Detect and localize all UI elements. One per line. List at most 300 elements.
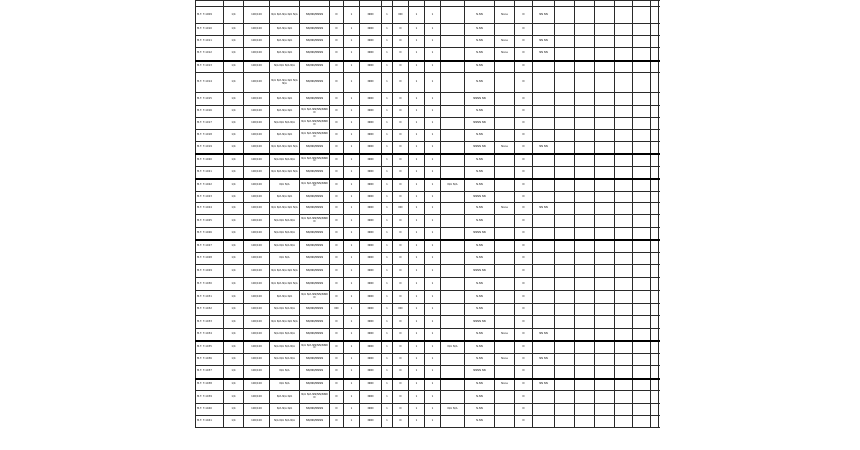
cell-b[interactable]: 1	[344, 366, 360, 379]
cell-date[interactable]: NN/NN/NNNN	[300, 304, 330, 316]
cell-b[interactable]: 1	[344, 240, 360, 253]
cell-ratio[interactable]: 100/100	[244, 240, 270, 253]
cell-a[interactable]: N	[330, 106, 344, 118]
cell-x5[interactable]	[633, 404, 651, 416]
cell-x1[interactable]	[555, 73, 575, 93]
cell-x1[interactable]	[555, 416, 575, 428]
cell-x6[interactable]	[651, 36, 659, 48]
cell-value[interactable]: NNNN NN	[465, 228, 495, 240]
cell-x1[interactable]	[555, 304, 575, 316]
cell-ratio[interactable]: 100/100	[244, 329, 270, 341]
cell-x7[interactable]	[659, 316, 661, 329]
cell-f[interactable]: 1	[409, 61, 425, 73]
cell-flag[interactable]	[495, 304, 515, 316]
cell-x6[interactable]	[651, 329, 659, 341]
cell-count[interactable]: N	[515, 329, 533, 341]
cell-x2[interactable]	[575, 291, 595, 304]
cell-c[interactable]: NNN	[360, 341, 382, 354]
cell-e[interactable]: N	[393, 416, 409, 428]
cell-value[interactable]: N.NN	[465, 416, 495, 428]
cell-e[interactable]: NN	[393, 7, 409, 24]
cell-desc[interactable]: N/A N/A N/A	[270, 36, 300, 48]
cell-date[interactable]: N/A N/A NN/NN/NNNN	[300, 391, 330, 404]
cell-note[interactable]	[441, 391, 465, 404]
cell-qty[interactable]: 1/4	[224, 203, 244, 215]
cell-qty[interactable]: 1/4	[224, 130, 244, 142]
cell-x5[interactable]	[633, 391, 651, 404]
cell-f[interactable]: 1	[409, 228, 425, 240]
cell-x4[interactable]	[615, 391, 633, 404]
cell-x3[interactable]	[595, 278, 615, 291]
cell-flag[interactable]: None	[495, 142, 515, 154]
cell-note[interactable]	[441, 240, 465, 253]
cell-ratio[interactable]: 100/100	[244, 36, 270, 48]
cell-desc[interactable]: N/A N/A N/A N/A N/A	[270, 7, 300, 24]
cell-desc[interactable]: N/A N/A N/A N/A N/A	[270, 203, 300, 215]
cell-note[interactable]	[441, 154, 465, 167]
cell-value[interactable]: NNNN NN	[465, 142, 495, 154]
cell-tag[interactable]	[533, 265, 555, 278]
cell-tag[interactable]	[533, 61, 555, 73]
cell-e[interactable]: N	[393, 278, 409, 291]
cell-count[interactable]: N	[515, 404, 533, 416]
cell-date[interactable]: NN/NN/NNNN	[300, 48, 330, 61]
cell-x7[interactable]	[659, 36, 661, 48]
cell-x5[interactable]	[633, 7, 651, 24]
cell-x5[interactable]	[633, 366, 651, 379]
cell-x1[interactable]	[555, 215, 575, 228]
cell-x1[interactable]	[555, 7, 575, 24]
cell-x7[interactable]	[659, 142, 661, 154]
cell-g[interactable]: 1	[425, 179, 441, 192]
cell-a[interactable]: N	[330, 291, 344, 304]
cell-qty[interactable]: 1/4	[224, 253, 244, 265]
cell-x2[interactable]	[575, 329, 595, 341]
cell-date[interactable]: NN/NN/NNNN	[300, 240, 330, 253]
cell-desc[interactable]: N/A N/A N/A N/A	[270, 215, 300, 228]
cell-f[interactable]: 1	[409, 36, 425, 48]
cell-x5[interactable]	[633, 291, 651, 304]
cell-f[interactable]: 1	[409, 48, 425, 61]
cell-e[interactable]: N	[393, 118, 409, 130]
cell-x5[interactable]	[633, 354, 651, 366]
cell-x6[interactable]	[651, 154, 659, 167]
cell-flag[interactable]: None	[495, 203, 515, 215]
cell-x2[interactable]	[575, 24, 595, 36]
cell-value[interactable]: N.NN	[465, 61, 495, 73]
cell-c[interactable]: NNN	[360, 118, 382, 130]
cell-date[interactable]: NN/NN/NNNN	[300, 253, 330, 265]
cell-id[interactable]: M.T. T-1014	[196, 73, 224, 93]
cell-tag[interactable]: NN NN	[533, 379, 555, 391]
cell-note[interactable]	[441, 354, 465, 366]
cell-a[interactable]: N	[330, 404, 344, 416]
cell-x2[interactable]	[575, 240, 595, 253]
cell-b[interactable]: 1	[344, 278, 360, 291]
spreadsheet[interactable]	[195, 0, 660, 450]
cell-x2[interactable]	[575, 73, 595, 93]
cell-f[interactable]: 1	[409, 7, 425, 24]
cell-ratio[interactable]: 100/100	[244, 316, 270, 329]
cell-x7[interactable]	[659, 379, 661, 391]
cell-tag[interactable]	[533, 416, 555, 428]
cell-tag[interactable]	[533, 341, 555, 354]
cell-flag[interactable]	[495, 278, 515, 291]
cell-note[interactable]	[441, 416, 465, 428]
cell-x7[interactable]	[659, 354, 661, 366]
cell-g[interactable]: 1	[425, 366, 441, 379]
cell-d[interactable]: 1	[382, 154, 393, 167]
cell-x4[interactable]	[615, 7, 633, 24]
cell-x6[interactable]	[651, 391, 659, 404]
cell-qty[interactable]: 1/4	[224, 228, 244, 240]
cell-a[interactable]: N	[330, 341, 344, 354]
cell-x6[interactable]	[651, 228, 659, 240]
cell-g[interactable]: 1	[425, 130, 441, 142]
cell-qty[interactable]: 1/4	[224, 354, 244, 366]
cell-flag[interactable]	[495, 73, 515, 93]
cell-value[interactable]: NNNN NN	[465, 316, 495, 329]
cell-x4[interactable]	[615, 130, 633, 142]
cell-c[interactable]: NNN	[360, 24, 382, 36]
cell-id[interactable]: M.T. T-1020	[196, 154, 224, 167]
cell-tag[interactable]: NN NN	[533, 142, 555, 154]
cell-a[interactable]: N	[330, 416, 344, 428]
cell-f[interactable]: 1	[409, 304, 425, 316]
cell-ratio[interactable]: 100/100	[244, 61, 270, 73]
cell-a[interactable]: N	[330, 228, 344, 240]
cell-g[interactable]: 1	[425, 379, 441, 391]
cell-qty[interactable]: 1/4	[224, 304, 244, 316]
cell-e[interactable]: NN	[393, 203, 409, 215]
cell-x6[interactable]	[651, 265, 659, 278]
cell-x3[interactable]	[595, 130, 615, 142]
cell-x6[interactable]	[651, 354, 659, 366]
cell-id[interactable]: M.T. T-1031	[196, 291, 224, 304]
cell-value[interactable]: N.NN	[465, 404, 495, 416]
cell-f[interactable]: 1	[409, 291, 425, 304]
cell-x4[interactable]	[615, 253, 633, 265]
cell-x3[interactable]	[595, 253, 615, 265]
cell-value[interactable]: N.NN	[465, 24, 495, 36]
cell-g[interactable]: 1	[425, 73, 441, 93]
cell-count[interactable]: N	[515, 341, 533, 354]
cell-ratio[interactable]: 100/100	[244, 215, 270, 228]
cell-value[interactable]: N.NN	[465, 278, 495, 291]
cell-x1[interactable]	[555, 154, 575, 167]
cell-x5[interactable]	[633, 24, 651, 36]
cell-ratio[interactable]: 100/100	[244, 130, 270, 142]
cell-x6[interactable]	[651, 341, 659, 354]
cell-x1[interactable]	[555, 228, 575, 240]
cell-b[interactable]: 1	[344, 36, 360, 48]
cell-date[interactable]: NN/NN/NNNN	[300, 7, 330, 24]
cell-tag[interactable]: NN NN	[533, 329, 555, 341]
cell-d[interactable]: 1	[382, 73, 393, 93]
cell-note[interactable]	[441, 291, 465, 304]
cell-g[interactable]: 1	[425, 404, 441, 416]
cell-id[interactable]: M.T. T-1024	[196, 203, 224, 215]
cell-a[interactable]: N	[330, 167, 344, 179]
cell-flag[interactable]	[495, 316, 515, 329]
cell-value[interactable]: N.NN	[465, 7, 495, 24]
cell-x4[interactable]	[615, 379, 633, 391]
cell-x1[interactable]	[555, 379, 575, 391]
cell-x7[interactable]	[659, 130, 661, 142]
cell-e[interactable]: NN	[393, 304, 409, 316]
cell-a[interactable]: N	[330, 154, 344, 167]
cell-d[interactable]: 1	[382, 215, 393, 228]
cell-x6[interactable]	[651, 240, 659, 253]
cell-date[interactable]: NN/NN/NNNN	[300, 366, 330, 379]
cell-tag[interactable]	[533, 391, 555, 404]
cell-x5[interactable]	[633, 304, 651, 316]
cell-g[interactable]: 1	[425, 240, 441, 253]
cell-d[interactable]: 1	[382, 106, 393, 118]
cell-qty[interactable]: 1/4	[224, 316, 244, 329]
cell-x4[interactable]	[615, 329, 633, 341]
cell-x5[interactable]	[633, 329, 651, 341]
cell-x1[interactable]	[555, 253, 575, 265]
cell-x5[interactable]	[633, 416, 651, 428]
cell-x4[interactable]	[615, 203, 633, 215]
cell-value[interactable]: N.NN	[465, 154, 495, 167]
cell-qty[interactable]: 1/4	[224, 73, 244, 93]
cell-e[interactable]: N	[393, 228, 409, 240]
cell-date[interactable]: NN/NN/NNNN	[300, 416, 330, 428]
cell-x7[interactable]	[659, 154, 661, 167]
cell-count[interactable]: N	[515, 118, 533, 130]
cell-x5[interactable]	[633, 265, 651, 278]
cell-flag[interactable]	[495, 118, 515, 130]
cell-b[interactable]: 1	[344, 253, 360, 265]
cell-note[interactable]	[441, 61, 465, 73]
cell-c[interactable]: NNN	[360, 142, 382, 154]
cell-count[interactable]: N	[515, 203, 533, 215]
cell-d[interactable]: 1	[382, 179, 393, 192]
cell-x2[interactable]	[575, 354, 595, 366]
cell-b[interactable]: 1	[344, 24, 360, 36]
cell-note[interactable]	[441, 228, 465, 240]
cell-tag[interactable]	[533, 73, 555, 93]
cell-flag[interactable]	[495, 253, 515, 265]
cell-d[interactable]: 1	[382, 203, 393, 215]
cell-c[interactable]: NNN	[360, 404, 382, 416]
cell-id[interactable]: M.T. T-1009	[196, 7, 224, 24]
cell-note[interactable]: N/A N/A	[441, 341, 465, 354]
cell-ratio[interactable]: 100/100	[244, 228, 270, 240]
cell-x5[interactable]	[633, 278, 651, 291]
cell-x2[interactable]	[575, 341, 595, 354]
cell-d[interactable]: 1	[382, 291, 393, 304]
cell-flag[interactable]	[495, 167, 515, 179]
cell-desc[interactable]: N/A N/A N/A	[270, 93, 300, 106]
cell-date[interactable]: N/A N/A NN/NN/NNNN	[300, 215, 330, 228]
cell-g[interactable]: 1	[425, 291, 441, 304]
cell-x7[interactable]	[659, 61, 661, 73]
cell-x7[interactable]	[659, 391, 661, 404]
cell-id[interactable]: M.T. T-1041	[196, 416, 224, 428]
cell-x1[interactable]	[555, 203, 575, 215]
cell-qty[interactable]: 1/4	[224, 154, 244, 167]
cell-desc[interactable]: N/A N/A N/A	[270, 404, 300, 416]
cell-count[interactable]: N	[515, 36, 533, 48]
cell-g[interactable]: 1	[425, 118, 441, 130]
cell-b[interactable]: 1	[344, 341, 360, 354]
cell-id[interactable]: M.T. T-1032	[196, 304, 224, 316]
cell-d[interactable]: 1	[382, 316, 393, 329]
cell-g[interactable]: 1	[425, 265, 441, 278]
cell-c[interactable]: NNN	[360, 215, 382, 228]
cell-note[interactable]	[441, 7, 465, 24]
cell-count[interactable]: N	[515, 24, 533, 36]
cell-x3[interactable]	[595, 93, 615, 106]
cell-f[interactable]: 1	[409, 167, 425, 179]
cell-x6[interactable]	[651, 130, 659, 142]
cell-c[interactable]: NNN	[360, 93, 382, 106]
cell-ratio[interactable]: 100/100	[244, 304, 270, 316]
cell-qty[interactable]: 1/4	[224, 379, 244, 391]
cell-x6[interactable]	[651, 93, 659, 106]
cell-a[interactable]: N	[330, 329, 344, 341]
cell-id[interactable]: M.T. T-1029	[196, 265, 224, 278]
cell-x4[interactable]	[615, 73, 633, 93]
cell-e[interactable]: N	[393, 167, 409, 179]
cell-x2[interactable]	[575, 118, 595, 130]
cell-id[interactable]: M.T. T-1028	[196, 253, 224, 265]
cell-value[interactable]: N.NN	[465, 379, 495, 391]
cell-x3[interactable]	[595, 7, 615, 24]
cell-x2[interactable]	[575, 154, 595, 167]
cell-tag[interactable]: NN NN	[533, 7, 555, 24]
cell-x1[interactable]	[555, 167, 575, 179]
cell-flag[interactable]	[495, 179, 515, 192]
cell-date[interactable]: N/A N/A NN/NN/NNNN	[300, 154, 330, 167]
cell-id[interactable]: M.T. T-1022	[196, 179, 224, 192]
cell-count[interactable]: N	[515, 291, 533, 304]
cell-ratio[interactable]: 100/100	[244, 7, 270, 24]
cell-qty[interactable]: 1/4	[224, 61, 244, 73]
cell-f[interactable]: 1	[409, 203, 425, 215]
cell-x4[interactable]	[615, 215, 633, 228]
cell-x1[interactable]	[555, 291, 575, 304]
cell-qty[interactable]: 1/4	[224, 291, 244, 304]
cell-x3[interactable]	[595, 106, 615, 118]
cell-qty[interactable]: 1/4	[224, 118, 244, 130]
cell-value[interactable]: N.NN	[465, 329, 495, 341]
cell-x6[interactable]	[651, 142, 659, 154]
cell-x4[interactable]	[615, 48, 633, 61]
cell-ratio[interactable]: 100/100	[244, 391, 270, 404]
cell-flag[interactable]	[495, 291, 515, 304]
cell-c[interactable]: NNN	[360, 240, 382, 253]
cell-x6[interactable]	[651, 203, 659, 215]
cell-tag[interactable]	[533, 154, 555, 167]
cell-x1[interactable]	[555, 48, 575, 61]
cell-g[interactable]: 1	[425, 341, 441, 354]
cell-d[interactable]: 1	[382, 48, 393, 61]
cell-x3[interactable]	[595, 304, 615, 316]
cell-f[interactable]: 1	[409, 379, 425, 391]
cell-note[interactable]	[441, 118, 465, 130]
cell-b[interactable]: 1	[344, 329, 360, 341]
cell-count[interactable]: N	[515, 93, 533, 106]
cell-value[interactable]: N.NN	[465, 291, 495, 304]
cell-id[interactable]: M.T. T-1026	[196, 228, 224, 240]
cell-x7[interactable]	[659, 7, 661, 24]
cell-ratio[interactable]: 100/100	[244, 93, 270, 106]
cell-qty[interactable]: 1/4	[224, 192, 244, 203]
cell-g[interactable]: 1	[425, 203, 441, 215]
cell-e[interactable]: N	[393, 329, 409, 341]
cell-x2[interactable]	[575, 167, 595, 179]
cell-ratio[interactable]: 100/100	[244, 341, 270, 354]
cell-f[interactable]: 1	[409, 154, 425, 167]
cell-d[interactable]: 1	[382, 304, 393, 316]
cell-desc[interactable]: N/A N/A N/A N/A	[270, 354, 300, 366]
cell-x2[interactable]	[575, 366, 595, 379]
cell-x7[interactable]	[659, 106, 661, 118]
cell-note[interactable]	[441, 253, 465, 265]
cell-c[interactable]: NNN	[360, 228, 382, 240]
cell-x7[interactable]	[659, 24, 661, 36]
cell-note[interactable]	[441, 93, 465, 106]
cell-flag[interactable]	[495, 24, 515, 36]
cell-x5[interactable]	[633, 130, 651, 142]
cell-desc[interactable]: N/A N/A N/A N/A N/A	[270, 167, 300, 179]
cell-c[interactable]: NNN	[360, 130, 382, 142]
cell-x6[interactable]	[651, 61, 659, 73]
cell-x2[interactable]	[575, 304, 595, 316]
cell-x5[interactable]	[633, 215, 651, 228]
cell-value[interactable]: N.NN	[465, 179, 495, 192]
cell-d[interactable]: 1	[382, 416, 393, 428]
cell-x6[interactable]	[651, 118, 659, 130]
cell-desc[interactable]: N/A N/A N/A N/A	[270, 240, 300, 253]
cell-x3[interactable]	[595, 73, 615, 93]
cell-x5[interactable]	[633, 179, 651, 192]
cell-ratio[interactable]: 100/100	[244, 24, 270, 36]
cell-c[interactable]: NNN	[360, 304, 382, 316]
cell-x2[interactable]	[575, 265, 595, 278]
cell-note[interactable]	[441, 203, 465, 215]
cell-tag[interactable]	[533, 366, 555, 379]
cell-count[interactable]: N	[515, 240, 533, 253]
cell-a[interactable]: N	[330, 7, 344, 24]
cell-e[interactable]: N	[393, 61, 409, 73]
cell-x6[interactable]	[651, 379, 659, 391]
cell-a[interactable]: N	[330, 253, 344, 265]
cell-x4[interactable]	[615, 36, 633, 48]
cell-b[interactable]: 1	[344, 391, 360, 404]
cell-tag[interactable]	[533, 192, 555, 203]
cell-x3[interactable]	[595, 404, 615, 416]
cell-c[interactable]: NNN	[360, 379, 382, 391]
cell-c[interactable]: NNN	[360, 48, 382, 61]
cell-date[interactable]: NN/NN/NNNN	[300, 404, 330, 416]
cell-b[interactable]: 1	[344, 142, 360, 154]
cell-tag[interactable]	[533, 404, 555, 416]
cell-x3[interactable]	[595, 240, 615, 253]
cell-value[interactable]: N.NN	[465, 304, 495, 316]
cell-g[interactable]: 1	[425, 316, 441, 329]
cell-tag[interactable]	[533, 130, 555, 142]
cell-date[interactable]: N/A N/A NN/NN/NNNN	[300, 118, 330, 130]
cell-desc[interactable]: N/A N/A	[270, 366, 300, 379]
cell-g[interactable]: 1	[425, 61, 441, 73]
cell-e[interactable]: N	[393, 24, 409, 36]
cell-e[interactable]: N	[393, 36, 409, 48]
